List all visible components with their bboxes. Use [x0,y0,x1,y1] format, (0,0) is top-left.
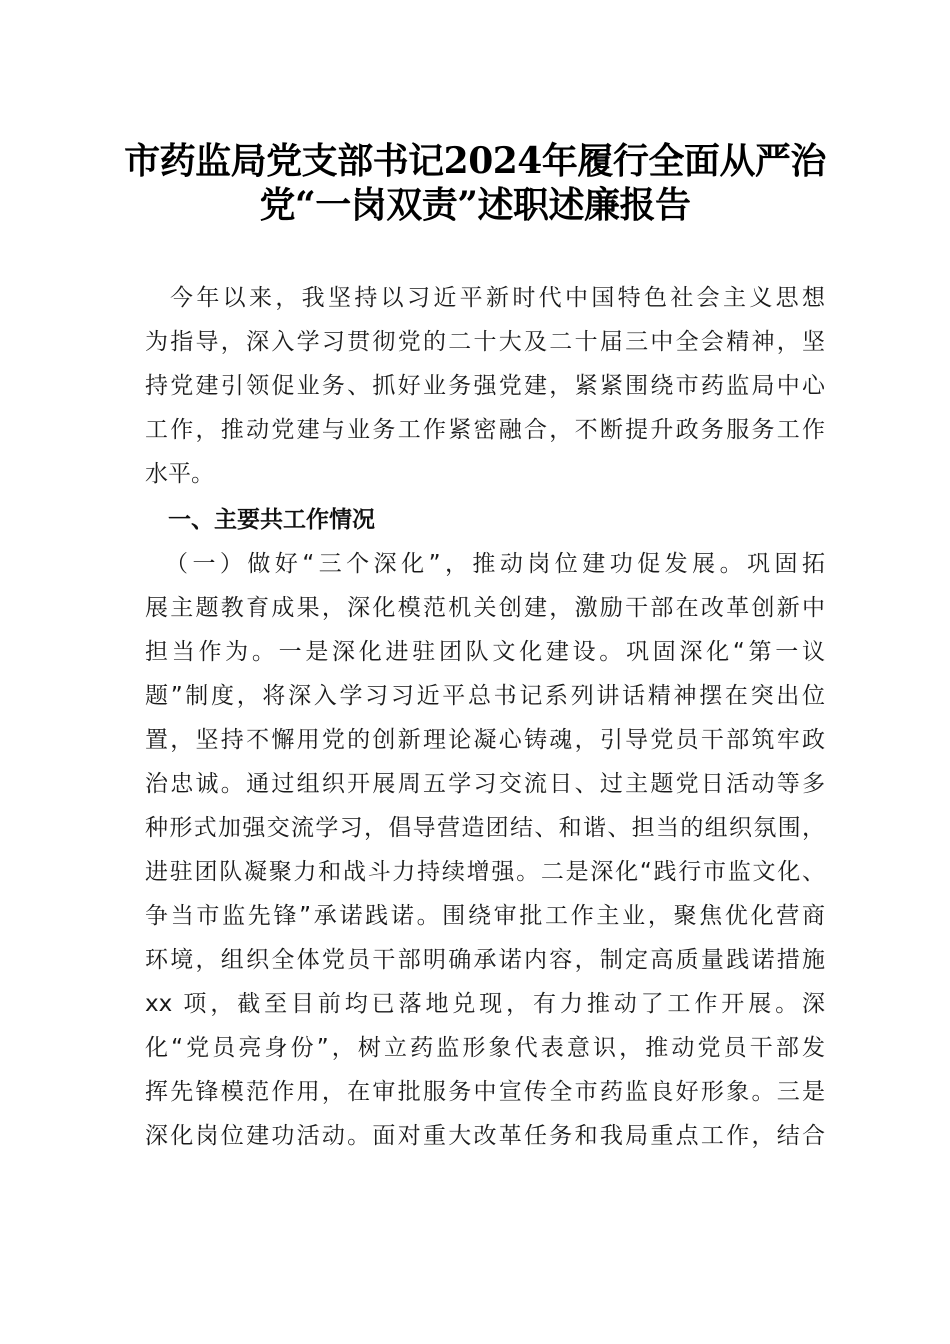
paragraph-line: xx 项，截至目前均已落地兑现，有力推动了工作开展。深 [145,991,825,1017]
paragraph-line: 化“党员亮身份”，树立药监形象代表意识，推动党员干部发 [145,1035,825,1061]
paragraph-line: 治忠诚。通过组织开展周五学习交流日、过主题党日活动等多 [145,771,825,797]
paragraph-line: 工作，推动党建与业务工作紧密融合，不断提升政务服务工作 [145,417,825,443]
paragraph-line: 担当作为。一是深化进驻团队文化建设。巩固深化“第一议 [145,639,825,665]
paragraph-line: 为指导，深入学习贯彻党的二十大及二十届三中全会精神，坚 [145,329,825,355]
paragraph-line: 深化岗位建功活动。面对重大改革任务和我局重点工作，结合 [145,1123,825,1149]
paragraph-line: 进驻团队凝聚力和战斗力持续增强。二是深化“践行市监文化、 [145,859,825,885]
section-heading: 一、主要共工作情况 [168,507,375,533]
paragraph-line: 题”制度，将深入学习习近平总书记系列讲话精神摆在突出位 [145,683,825,709]
paragraph-line: 争当市监先锋”承诺践诺。围绕审批工作主业，聚焦优化营商 [145,903,825,929]
paragraph-line: 水平。 [145,461,214,487]
document-title-line-1: 市药监局党支部书记2024年履行全面从严治 [124,140,826,182]
paragraph-line: （一）做好“三个深化”，推动岗位建功促发展。巩固拓 [165,551,825,577]
paragraph-line: 持党建引领促业务、抓好业务强党建，紧紧围绕市药监局中心 [145,373,825,399]
paragraph-line: 环境，组织全体党员干部明确承诺内容，制定高质量践诺措施 [145,947,825,973]
paragraph-line: 挥先锋模范作用，在审批服务中宣传全市药监良好形象。三是 [145,1079,825,1105]
paragraph-line: 种形式加强交流学习，倡导营造团结、和谐、担当的组织氛围， [145,815,825,841]
paragraph-line: 展主题教育成果，深化模范机关创建，激励干部在改革创新中 [145,595,825,621]
paragraph-line: 置，坚持不懈用党的创新理论凝心铸魂，引导党员干部筑牢政 [145,727,825,753]
document-title-line-2: 党“一岗双责”述职述廉报告 [259,184,691,226]
paragraph-line: 今年以来，我坚持以习近平新时代中国特色社会主义思想 [170,285,825,311]
